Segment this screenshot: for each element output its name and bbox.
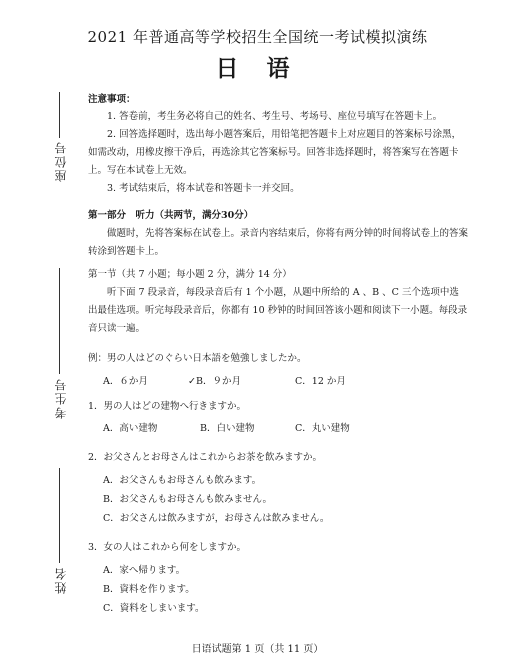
- subject-title: 日 语: [215, 55, 300, 82]
- example-option-b: ✓B．９か月: [188, 376, 241, 387]
- part1-block: [88, 207, 468, 261]
- part1-description: 做题时，先将答案标在试卷上。录音内容结束后，你将有两分钟的时间将试卷上的答案转涂到答题卡上。: [88, 228, 469, 257]
- exam-number-line: [59, 268, 60, 374]
- question-3-option-b: B．資料を作ります。: [103, 584, 195, 595]
- seat-number-label: 座位号: [54, 140, 68, 182]
- exam-title: 2021 年普通高等学校招生全国统一考试模拟演练: [87, 28, 428, 46]
- exam-number-label: 考生号: [54, 377, 68, 419]
- question-1-option-b: B．白い建物: [200, 423, 255, 434]
- part1-heading: 第一部分 听力（共两节，满分30分）: [88, 210, 254, 221]
- question-3-option-a: A．家へ帰ります。: [103, 565, 186, 576]
- name-label: 姓名: [54, 566, 68, 594]
- question-1: 1．男の人はどの建物へ行きますか。: [88, 401, 247, 412]
- notice-item-3: 3. 考试结束后，将本试卷和答题卡一并交回。: [107, 183, 300, 194]
- question-2-option-b: B．お父さんもお母さんも飲みません。: [103, 494, 273, 505]
- notice-item-1: 1. 答卷前，考生务必将自己的姓名、考生号、考场号、座位号填写在答题卡上。: [107, 111, 443, 122]
- section1-description: 听下面 7 段录音，每段录音后有 1 个小题，从题中所给的 A 、B 、C 三个选项中选出最佳选项。听完每段录音后，你都有 10 秒钟的时间回答该小题和阅读下一小题。每段录音只读一遍。: [88, 287, 468, 334]
- question-2-option-a: A．お父さんもお母さんも飲みます。: [103, 475, 262, 486]
- section1-block: [88, 266, 468, 338]
- question-2: 2．お父さんとお母さんはこれからお茶を飲みますか。: [88, 452, 323, 463]
- section1-heading: 第一节（共 7 小题；每小题 2 分，满分 14 分）: [88, 269, 292, 280]
- example-option-a: A．６か月: [103, 376, 148, 387]
- notice-item-2: 2. 回答选择题时，选出每小题答案后，用铅笔把答题卡上对应题目的答案标号涂黑，如需改动，用橡皮擦干净后，再选涂其它答案标号。回答非选择题时，将答案写在答题卡上。写在本试卷上无效。: [88, 129, 462, 176]
- question-1-option-a: A．高い建物: [103, 423, 158, 434]
- notice-title: 注意事项：: [88, 94, 136, 105]
- name-line: [59, 468, 60, 563]
- question-3-option-c: C．資料をしまいます。: [103, 603, 205, 614]
- seat-number-line: [59, 92, 60, 138]
- question-1-option-c: C．丸い建物: [295, 423, 350, 434]
- notice-list: [88, 108, 468, 198]
- example-question: 例：男の人はどのぐらい日本語を勉強しましたか。: [88, 353, 307, 364]
- question-3: 3．女の人はこれから何をしますか。: [88, 542, 247, 553]
- question-2-option-c: C．お父さんは飲みますが，お母さんは飲みません。: [103, 513, 330, 524]
- example-option-c: C．12 か月: [295, 376, 346, 387]
- page-footer: 日语试题第 1 页（共 11 页）: [191, 644, 324, 655]
